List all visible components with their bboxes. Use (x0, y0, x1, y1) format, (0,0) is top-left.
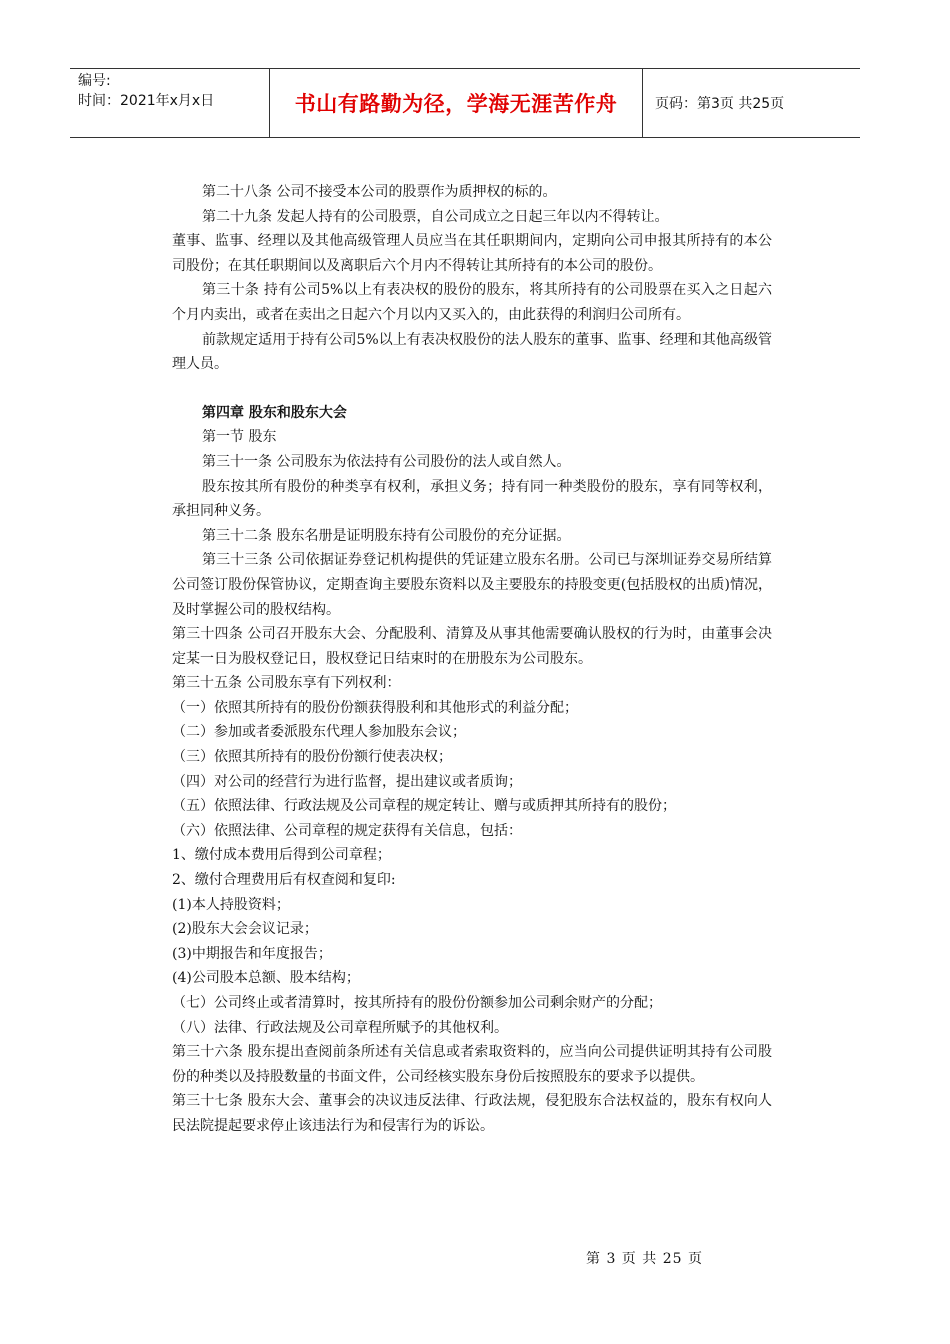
paragraph: 第三十五条 公司股东享有下列权利： (172, 675, 401, 692)
paragraph: (1)本人持股资料； (172, 896, 290, 913)
paragraph: （五）依照法律、行政法规及公司章程的规定转让、赠与或质押其所持有的股份； (172, 798, 676, 815)
paragraph: 第三十二条 股东名册是证明股东持有公司股份的充分证据。 (202, 527, 571, 544)
paragraph: 第三十条 持有公司5%以上有表决权的股份的股东，将其所持有的公司股票在买入之日起六个月内卖出，或者在卖出之日起六个月以内又买入的，由此获得的利润归公司所有。 (172, 282, 772, 323)
paragraph: 第三十一条 公司股东为依法持有公司股份的法人或自然人。 (202, 453, 571, 470)
paragraph: 第三十七条 股东大会、董事会的决议违反法律、行政法规，侵犯股东合法权益的，股东有权向人民法院提起要求停止该违法行为和侵害行为的诉讼。 (172, 1093, 772, 1134)
paragraph: 第三十六条 股东提出查阅前条所述有关信息或者索取资料的，应当向公司提供证明其持有公司股份的种类以及持股数量的书面文件，公司经核实股东身份后按照股东的要求予以提供。 (172, 1044, 772, 1085)
paragraph: （六）依照法律、公司章程的规定获得有关信息，包括： (172, 822, 522, 839)
page-footer: 第 3 页 共 25 页 (586, 1251, 703, 1267)
paragraph: （一）依照其所持有的股份份额获得股利和其他形式的利益分配； (172, 699, 578, 716)
paragraph: 第一节 股东 (202, 429, 277, 446)
document-number-label: 编号: (78, 73, 111, 89)
paragraph: 第二十八条 公司不接受本公司的股票作为质押权的标的。 (202, 184, 557, 200)
paragraph: （二）参加或者委派股东代理人参加股东会议； (172, 724, 466, 741)
document-time: 时间：2021年x月x日 (78, 93, 215, 109)
paragraph: 股东按其所有股份的种类享有权利，承担义务；持有同一种类股份的股东，享有同等权利，承担同种义务。 (172, 478, 772, 520)
paragraph: 2、缴付合理费用后有权查阅和复印: (172, 872, 396, 889)
document-body (172, 180, 772, 1139)
paragraph: (2)股东大会会议记录； (172, 921, 318, 938)
paragraph: （三）依照其所持有的股份份额行使表决权； (172, 749, 452, 766)
page-header (70, 68, 860, 138)
header-meta (70, 69, 270, 137)
paragraph: 第三十三条 公司依据证券登记机构提供的凭证建立股东名册。公司已与深圳证券交易所结算公司签订股份保管协议，定期查询主要股东资料以及主要股东的持股变更(包括股权的出质)情况，及时掌握公司的股权结构。 (172, 552, 772, 618)
paragraph: 前款规定适用于持有公司5%以上有表决权股份的法人股东的董事、监事、经理和其他高级管理人员。 (172, 331, 772, 373)
paragraph: 董事、监事、经理以及其他高级管理人员应当在其任职期间内，定期向公司申报其所持有的本公司股份；在其任职期间以及离职后六个月内不得转让其所持有的本公司的股份。 (172, 233, 772, 274)
chapter-heading: 第四章 股东和股东大会 (202, 404, 347, 421)
header-page-info: 页码：第3页 共25页 (655, 96, 785, 112)
paragraph: （七）公司终止或者清算时，按其所持有的股份份额参加公司剩余财产的分配； (172, 995, 662, 1011)
paragraph: （四）对公司的经营行为进行监督，提出建议或者质询； (172, 773, 522, 790)
paragraph: 第三十四条 公司召开股东大会、分配股利、清算及从事其他需要确认股权的行为时，由董事会决定某一日为股权登记日，股权登记日结束时的在册股东为公司股东。 (172, 626, 772, 667)
paragraph: 1、缴付成本费用后得到公司章程； (172, 847, 391, 864)
paragraph: (3)中期报告和年度报告； (172, 945, 332, 962)
header-motto: 书山有路勤为径，学海无涯苦作舟 (270, 69, 643, 137)
paragraph: (4)公司股本总额、股本结构； (172, 970, 360, 987)
paragraph-spacer (172, 377, 772, 401)
paragraph: （八）法律、行政法规及公司章程所赋予的其他权利。 (172, 1019, 508, 1036)
paragraph: 第二十九条 发起人持有的公司股票，自公司成立之日起三年以内不得转让。 (202, 208, 669, 225)
